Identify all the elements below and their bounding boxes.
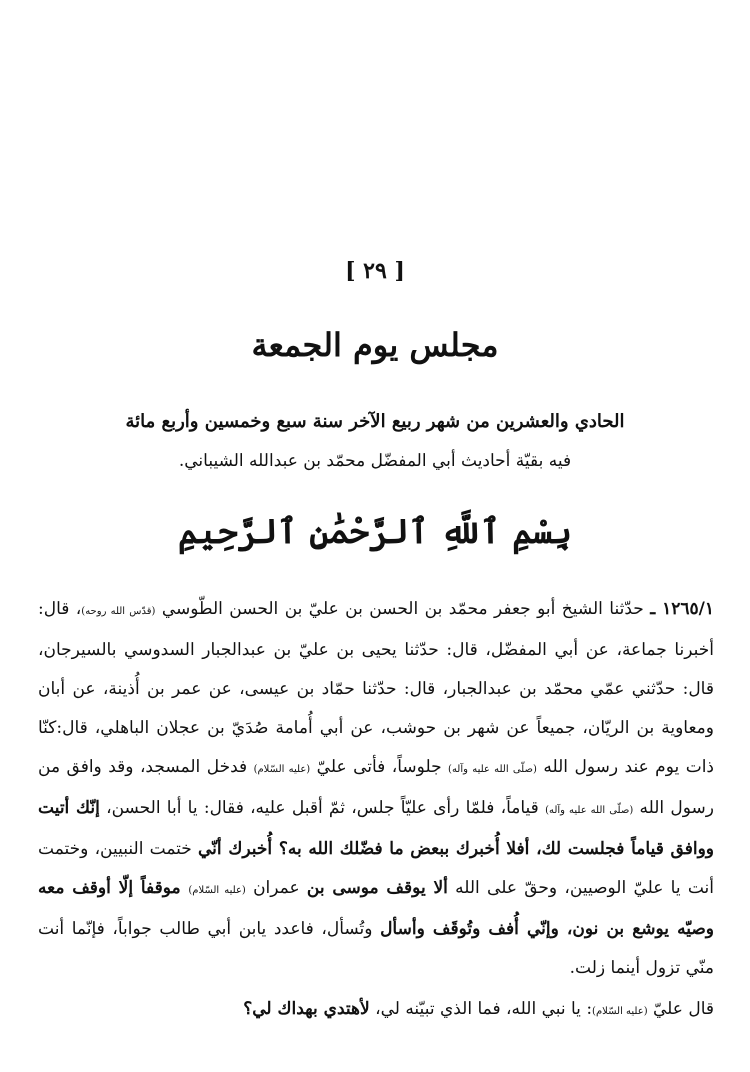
- source-line: فيه بقيّة أحاديث أبي المفضّل محمّد بن عبدالله الشيباني.: [178, 451, 572, 471]
- narration-text: قياماً، فلمّا رأى عليّاً جلس، ثمّ أقبل عليه، فقال: يا أبا الحسن،: [99, 798, 546, 818]
- emphasized-text: إنّك أتيت ووافق قياماً فجلست لك، أفلا أُخبرك ببعض ما فضّلك الله به؟ أُخبرك أنّي: [38, 798, 715, 859]
- honorific: (عليه السّلام): [188, 885, 246, 896]
- honorific: (صلّى الله عليه وآله): [448, 764, 537, 775]
- emphasized-text: لأهتدي بهداك لي؟: [243, 999, 370, 1019]
- honorific: (عليه السّلام): [253, 764, 311, 775]
- narration-text: ، قال: أخبرنا جماعة، عن أبي المفضّل، قال: حدّثنا يحيى بن عليّ بن عبدالجبار السدوسي بالسيرجان، قال: حدّثني عمّي محمّد بن عبدالجبار، قال: حدّثنا حمّاد بن عيسى، عن عمر بن أُذينة، عن أبان ومعاوية بن الريّان، جميعاً عن شهر بن حوشب، عن أبي أُمامة صُدَيّ بن عجلان الباهلي، قال:كنّا ذات يوم عند رسول الله: [38, 599, 714, 777]
- emphasized-text: موقفاً إلّا أوقف معه وصيّه يوشع بن نون، وإنّي أُفف وتُوقَف وأسأل: [38, 878, 714, 939]
- emphasized-text: ألا يوقف موسى بن: [306, 878, 448, 898]
- page-title: مجلس يوم الجمعة: [251, 326, 499, 364]
- narration-text: حدّثنا الشيخ أبو جعفر محمّد بن الحسن بن عليّ بن الحسن الطّوسي: [155, 599, 651, 619]
- honorific: (عليه السّلام): [592, 1006, 648, 1017]
- reply-paragraph: [38, 990, 714, 1031]
- narration-text: جلوساً، فأتى عليّ: [310, 757, 449, 777]
- narration-text: وتُسأل، فاعدد يابن أبي طالب جواباً، فإنّما أنت منّي تزول أينما زلت.: [38, 919, 714, 978]
- hadith-paragraph: [38, 590, 714, 988]
- narration-text: فدخل المسجد، وقد وافق من رسول الله: [38, 757, 714, 818]
- narration-text: ختمت النبيين، وختمت أنت يا عليّ الوصيين، وحقّ على الله: [38, 839, 714, 898]
- honorific: (صلّى الله عليه وآله): [545, 805, 634, 816]
- narration-text: عمران: [245, 878, 307, 898]
- basmala: بِسْمِ ٱللَّهِ ٱلرَّحْمَٰنِ ٱلرَّحِيمِ: [177, 512, 573, 552]
- date-line: الحادي والعشرين من شهر ربيع الآخر سنة سبع وخمسين وأربع مائة: [125, 411, 625, 432]
- reply-text: قال عليّ: [647, 999, 714, 1019]
- hadith-number: ١٢٦٥/١ ـ: [650, 599, 714, 619]
- reply-text: : يا نبي الله، فما الذي تبيّنه لي،: [369, 999, 593, 1019]
- hadith-body: [38, 590, 714, 1031]
- majlis-number: [ ٢٩ ]: [345, 258, 405, 284]
- honorific: (قدّس الله روحه): [81, 606, 156, 617]
